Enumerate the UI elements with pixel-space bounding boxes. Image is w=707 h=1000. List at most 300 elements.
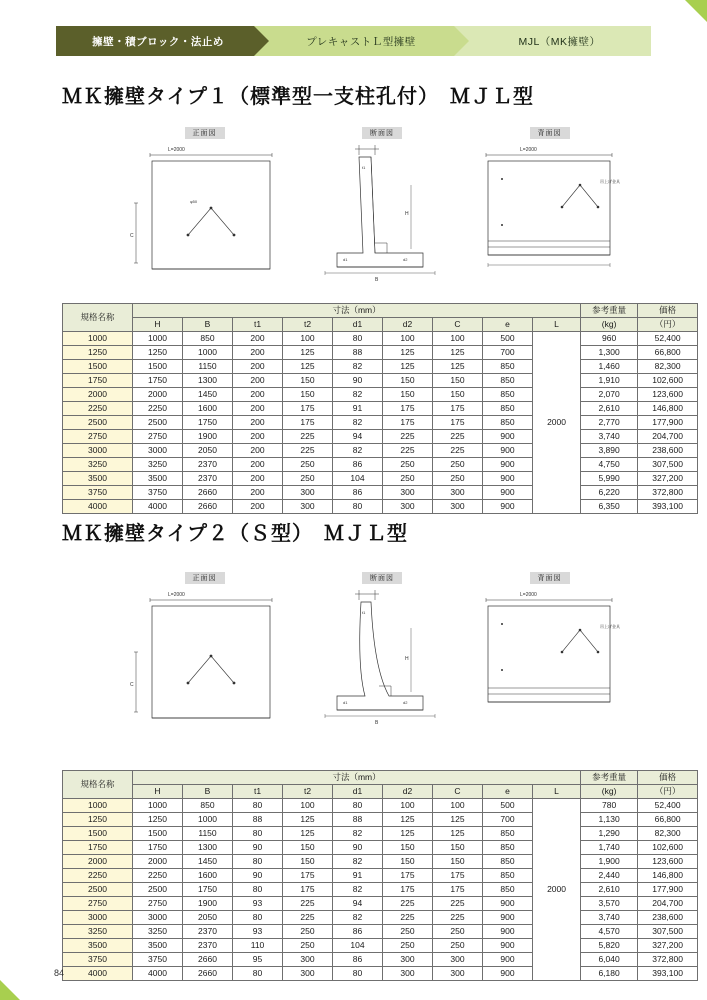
cell-B: 1300 [183,841,233,855]
cell-e: 500 [483,332,533,346]
cell-t2: 125 [283,346,333,360]
cell-t1: 80 [233,883,283,897]
cell-t1: 200 [233,430,283,444]
table-row [63,869,698,883]
table-row [63,458,698,472]
cell-price: 52,400 [638,799,698,813]
header-price-1: 価格 [638,304,698,318]
cell-d2: 175 [383,883,433,897]
cell-t1: 200 [233,346,283,360]
cell-price: 238,600 [638,911,698,925]
cell-H: 2750 [133,897,183,911]
cell-weight: 1,130 [581,813,638,827]
cell-e: 900 [483,967,533,981]
table-row [63,472,698,486]
cell-d2: 150 [383,388,433,402]
breadcrumb-item-subcategory[interactable] [254,26,454,56]
cell-H: 1250 [133,813,183,827]
front-view-label-2: 正面図 [185,572,225,584]
cell-e: 900 [483,500,533,514]
cell-name: 1250 [63,346,133,360]
cell-name: 3000 [63,444,133,458]
cell-e: 900 [483,939,533,953]
cell-L: 2000 [533,799,581,981]
cell-e: 900 [483,911,533,925]
cell-C: 175 [433,416,483,430]
cell-e: 850 [483,388,533,402]
cell-B: 1750 [183,883,233,897]
cell-t2: 225 [283,444,333,458]
cell-d1: 91 [333,869,383,883]
cell-t2: 225 [283,897,333,911]
cell-t2: 125 [283,827,333,841]
cell-H: 3000 [133,911,183,925]
cell-name: 3750 [63,953,133,967]
cell-weight: 2,440 [581,869,638,883]
table-row [63,855,698,869]
cell-d2: 150 [383,841,433,855]
breadcrumb-label-subcategory: プレキャストＬ型擁壁 [306,35,416,48]
cell-t2: 250 [283,472,333,486]
cell-C: 125 [433,346,483,360]
cell-weight: 2,610 [581,883,638,897]
cell-d2: 225 [383,444,433,458]
table-row [63,925,698,939]
back-view-svg-2 [462,570,637,735]
cell-d1: 86 [333,953,383,967]
cell-t2: 150 [283,374,333,388]
cell-e: 900 [483,953,533,967]
cell-B: 1900 [183,897,233,911]
cell-price: 238,600 [638,444,698,458]
cell-t2: 250 [283,925,333,939]
cell-t1: 200 [233,360,283,374]
cell-t2: 300 [283,500,333,514]
cell-price: 146,800 [638,402,698,416]
cell-H: 3250 [133,925,183,939]
cell-H: 3250 [133,458,183,472]
cell-price: 204,700 [638,430,698,444]
cell-B: 1600 [183,402,233,416]
table-row [63,416,698,430]
cell-C: 300 [433,500,483,514]
col-d1-1: d1 [333,318,383,332]
cell-H: 3000 [133,444,183,458]
cell-e: 850 [483,360,533,374]
cell-weight: 5,990 [581,472,638,486]
cell-name: 1000 [63,332,133,346]
cell-d1: 90 [333,374,383,388]
cell-t1: 200 [233,402,283,416]
header-weight-1: 参考重量 [581,304,638,318]
cell-B: 1000 [183,813,233,827]
cell-C: 125 [433,360,483,374]
cell-L: 2000 [533,332,581,514]
table-group-header-row-1 [63,304,698,318]
cell-t1: 200 [233,374,283,388]
table-row [63,939,698,953]
cell-e: 900 [483,458,533,472]
cell-t2: 100 [283,799,333,813]
cell-e: 850 [483,855,533,869]
cell-weight: 6,220 [581,486,638,500]
cell-t1: 90 [233,869,283,883]
cell-name: 3000 [63,911,133,925]
cell-price: 177,900 [638,883,698,897]
cell-weight: 1,300 [581,346,638,360]
bottom-accent [0,980,20,1000]
cell-t1: 90 [233,841,283,855]
cell-t2: 175 [283,402,333,416]
cell-price: 372,800 [638,486,698,500]
cell-t1: 93 [233,925,283,939]
table-row [63,500,698,514]
cell-t1: 200 [233,332,283,346]
front-dim-label-2: L=2000 [168,592,185,598]
cell-d1: 94 [333,430,383,444]
cell-name: 3500 [63,472,133,486]
cell-B: 2370 [183,939,233,953]
col-kg-2: (kg) [581,785,638,799]
cell-t2: 300 [283,953,333,967]
section-view-label-1: 断面図 [362,127,402,139]
cell-t1: 80 [233,827,283,841]
cell-d1: 82 [333,360,383,374]
cell-C: 175 [433,869,483,883]
cell-B: 850 [183,799,233,813]
cell-t1: 80 [233,911,283,925]
cell-d1: 82 [333,827,383,841]
cell-d2: 300 [383,953,433,967]
cell-name: 4000 [63,967,133,981]
cell-name: 3750 [63,486,133,500]
cell-H: 1000 [133,332,183,346]
cell-d2: 250 [383,472,433,486]
cell-e: 850 [483,416,533,430]
cell-weight: 3,740 [581,430,638,444]
svg-text:d1: d1 [343,700,348,705]
cell-d1: 94 [333,897,383,911]
cell-d2: 300 [383,500,433,514]
cell-B: 1600 [183,869,233,883]
cell-d2: 150 [383,855,433,869]
cell-weight: 6,180 [581,967,638,981]
cell-weight: 3,570 [581,897,638,911]
cell-B: 1750 [183,416,233,430]
cell-name: 1500 [63,360,133,374]
cell-price: 82,300 [638,827,698,841]
cell-d2: 225 [383,911,433,925]
cell-C: 225 [433,430,483,444]
cell-d2: 150 [383,374,433,388]
cell-name: 3500 [63,939,133,953]
cell-t1: 93 [233,897,283,911]
cell-H: 1250 [133,346,183,360]
spec-table-2 [62,770,698,981]
col-C-1: C [433,318,483,332]
cell-name: 2250 [63,869,133,883]
cell-weight: 3,740 [581,911,638,925]
cell-d1: 90 [333,841,383,855]
cell-B: 2370 [183,472,233,486]
cell-t2: 300 [283,486,333,500]
back-view-label-1: 背面図 [530,127,570,139]
header-name-1: 規格名称 [63,304,133,332]
cell-d1: 82 [333,855,383,869]
cell-e: 900 [483,472,533,486]
table-body-1 [63,332,698,514]
cell-C: 125 [433,827,483,841]
cell-weight: 4,570 [581,925,638,939]
cell-d1: 80 [333,332,383,346]
cell-d2: 250 [383,939,433,953]
cell-d1: 82 [333,911,383,925]
cell-name: 2750 [63,897,133,911]
svg-text:d2: d2 [403,700,408,705]
cell-C: 150 [433,855,483,869]
cell-t1: 95 [233,953,283,967]
table-row [63,346,698,360]
cell-d1: 91 [333,402,383,416]
cell-d1: 86 [333,486,383,500]
section-view-svg-1 [307,125,457,290]
cell-t1: 200 [233,388,283,402]
cell-B: 850 [183,332,233,346]
cell-C: 225 [433,911,483,925]
cell-C: 250 [433,939,483,953]
drawing-group-1 [62,125,647,290]
svg-text:φ50: φ50 [190,199,198,204]
cell-d2: 125 [383,813,433,827]
cell-weight: 5,820 [581,939,638,953]
cell-H: 4000 [133,500,183,514]
cell-H: 2500 [133,416,183,430]
front-view-label-1: 正面図 [185,127,225,139]
cell-d1: 80 [333,799,383,813]
cell-t1: 200 [233,500,283,514]
cell-e: 700 [483,813,533,827]
cell-name: 2000 [63,388,133,402]
table-row [63,883,698,897]
back-view-label-2: 背面図 [530,572,570,584]
cell-C: 225 [433,444,483,458]
cell-B: 2050 [183,444,233,458]
col-d2-1: d2 [383,318,433,332]
cell-C: 175 [433,883,483,897]
cell-name: 4000 [63,500,133,514]
cell-weight: 1,900 [581,855,638,869]
cell-price: 66,800 [638,346,698,360]
cell-t1: 200 [233,458,283,472]
cell-price: 204,700 [638,897,698,911]
cell-price: 102,600 [638,374,698,388]
cell-e: 900 [483,430,533,444]
cell-C: 250 [433,458,483,472]
cell-weight: 4,750 [581,458,638,472]
table-row [63,897,698,911]
cell-t2: 300 [283,967,333,981]
breadcrumb-item-category[interactable] [56,26,254,56]
svg-text:d1: d1 [343,257,348,262]
cell-e: 500 [483,799,533,813]
cell-d1: 88 [333,813,383,827]
cell-B: 1900 [183,430,233,444]
col-d1-2: d1 [333,785,383,799]
cell-e: 850 [483,374,533,388]
front-dim-label-1: L=2000 [168,147,185,153]
cell-t2: 125 [283,813,333,827]
cell-price: 123,600 [638,388,698,402]
cell-C: 100 [433,332,483,346]
cell-weight: 1,290 [581,827,638,841]
cell-H: 2000 [133,388,183,402]
cell-d2: 225 [383,430,433,444]
cell-price: 123,600 [638,855,698,869]
spec-table-1 [62,303,698,514]
cell-d2: 225 [383,897,433,911]
cell-H: 1000 [133,799,183,813]
cell-name: 1250 [63,813,133,827]
cell-B: 1150 [183,360,233,374]
cell-t1: 200 [233,486,283,500]
cell-d1: 80 [333,967,383,981]
cell-B: 2660 [183,500,233,514]
cell-t2: 225 [283,430,333,444]
section-view-label-2: 断面図 [362,572,402,584]
cell-H: 1500 [133,827,183,841]
cell-d2: 100 [383,332,433,346]
section-title-2: ＭＫ擁壁タイプ２（Ｓ型） ＭＪＬ型 [62,523,408,545]
table-row [63,430,698,444]
cell-price: 307,500 [638,925,698,939]
header-dims-2: 寸法（mm） [133,771,581,785]
cell-t2: 100 [283,332,333,346]
table-body-2 [63,799,698,981]
cell-weight: 2,770 [581,416,638,430]
cell-t2: 225 [283,911,333,925]
svg-text:C: C [130,682,134,688]
drawing-front-view-1 [122,125,287,290]
cell-name: 1000 [63,799,133,813]
table-row [63,444,698,458]
header-name-2: 規格名称 [63,771,133,799]
cell-d1: 82 [333,883,383,897]
cell-price: 393,100 [638,500,698,514]
front-view-svg-2 [122,570,287,735]
cell-name: 3250 [63,925,133,939]
cell-B: 1300 [183,374,233,388]
back-dim-label-1: L=2000 [520,147,537,153]
cell-d2: 175 [383,869,433,883]
drawing-section-view-2 [307,570,457,735]
table-row [63,813,698,827]
cell-t1: 200 [233,444,283,458]
cell-d1: 82 [333,444,383,458]
cell-e: 850 [483,869,533,883]
cell-d2: 100 [383,799,433,813]
col-e-2: e [483,785,533,799]
cell-t1: 80 [233,967,283,981]
breadcrumb [56,26,651,56]
cell-name: 1750 [63,841,133,855]
cell-H: 1750 [133,374,183,388]
table-row [63,486,698,500]
cell-weight: 2,610 [581,402,638,416]
col-L-2: L [533,785,581,799]
svg-text:吊上げ金具: 吊上げ金具 [600,179,620,184]
col-e-1: e [483,318,533,332]
cell-e: 900 [483,897,533,911]
cell-C: 175 [433,402,483,416]
col-t2-1: t2 [283,318,333,332]
cell-C: 150 [433,841,483,855]
cell-t1: 200 [233,472,283,486]
cell-H: 2750 [133,430,183,444]
cell-e: 900 [483,486,533,500]
col-price-1: （円） [638,318,698,332]
cell-H: 4000 [133,967,183,981]
cell-price: 52,400 [638,332,698,346]
back-view-svg-1 [462,125,637,290]
cell-t2: 150 [283,388,333,402]
front-view-svg-1 [122,125,287,290]
cell-B: 1000 [183,346,233,360]
drawing-section-view-1 [307,125,457,290]
header-price-2: 価格 [638,771,698,785]
breadcrumb-label-product: MJL（MK擁壁） [518,35,601,48]
cell-H: 2250 [133,402,183,416]
cell-t1: 200 [233,416,283,430]
corner-accent [685,0,707,22]
cell-H: 3750 [133,486,183,500]
table-row [63,388,698,402]
table-row [63,953,698,967]
cell-d1: 80 [333,500,383,514]
section-view-svg-2 [307,570,457,735]
table-row [63,967,698,981]
cell-d2: 300 [383,967,433,981]
cell-H: 2500 [133,883,183,897]
back-dim-label-2: L=2000 [520,592,537,598]
breadcrumb-item-product[interactable] [454,26,651,56]
cell-C: 125 [433,813,483,827]
svg-text:t1: t1 [362,610,366,615]
cell-price: 327,200 [638,472,698,486]
cell-t1: 80 [233,855,283,869]
cell-weight: 1,740 [581,841,638,855]
cell-weight: 6,040 [581,953,638,967]
cell-B: 1450 [183,855,233,869]
cell-name: 2750 [63,430,133,444]
table-row [63,402,698,416]
cell-d2: 250 [383,925,433,939]
cell-H: 2250 [133,869,183,883]
drawing-front-view-2 [122,570,287,735]
page-number: 84 [54,968,65,978]
cell-t2: 150 [283,841,333,855]
cell-e: 850 [483,883,533,897]
cell-B: 2660 [183,967,233,981]
cell-e: 850 [483,402,533,416]
svg-text:C: C [130,233,134,239]
cell-price: 327,200 [638,939,698,953]
cell-name: 2500 [63,416,133,430]
cell-H: 3500 [133,939,183,953]
table-group-header-row-2 [63,771,698,785]
cell-t2: 150 [283,855,333,869]
cell-B: 2660 [183,486,233,500]
cell-weight: 1,910 [581,374,638,388]
